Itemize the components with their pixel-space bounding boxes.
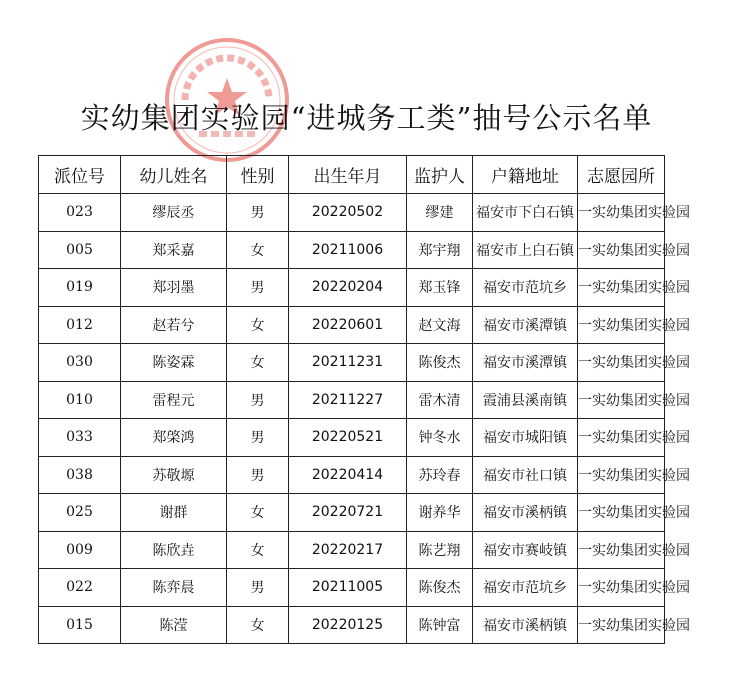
cell-household-address: 福安市赛岐镇 [473,531,578,569]
cell-lottery-number: 023 [39,194,121,232]
cell-gender: 男 [227,381,289,419]
cell-child-name: 陈滢 [121,606,227,644]
cell-child-name: 谢群 [121,494,227,532]
cell-household-address: 福安市溪潭镇 [473,344,578,382]
cell-household-address: 福安市上白石镇 [473,231,578,269]
cell-preferred-kindergarten: 一实幼集团实验园 [578,419,665,457]
cell-gender: 男 [227,419,289,457]
header-child-name: 幼儿姓名 [121,156,227,194]
cell-guardian: 缪建 [407,194,473,232]
cell-household-address: 福安市社口镇 [473,456,578,494]
cell-lottery-number: 005 [39,231,121,269]
cell-child-name: 赵若兮 [121,306,227,344]
cell-child-name: 郑采嘉 [121,231,227,269]
cell-lottery-number: 010 [39,381,121,419]
table-row [39,569,665,607]
cell-preferred-kindergarten: 一实幼集团实验园 [578,531,665,569]
table-row [39,381,665,419]
cell-lottery-number: 038 [39,456,121,494]
cell-household-address: 福安市溪柄镇 [473,606,578,644]
table-row [39,494,665,532]
cell-child-name: 陈弈晨 [121,569,227,607]
cell-lottery-number: 022 [39,569,121,607]
cell-guardian: 陈艺翔 [407,531,473,569]
cell-preferred-kindergarten: 一实幼集团实验园 [578,381,665,419]
table-row [39,231,665,269]
cell-guardian: 钟冬水 [407,419,473,457]
cell-birth-date: 20220502 [289,194,407,232]
cell-guardian: 苏玲春 [407,456,473,494]
table-row [39,194,665,232]
cell-gender: 男 [227,456,289,494]
table-row [39,419,665,457]
table-row [39,456,665,494]
cell-household-address: 福安市范坑乡 [473,569,578,607]
header-birth-date: 出生年月 [289,156,407,194]
cell-lottery-number: 012 [39,306,121,344]
cell-child-name: 苏敬塬 [121,456,227,494]
header-gender: 性别 [227,156,289,194]
cell-lottery-number: 019 [39,269,121,307]
cell-birth-date: 20220521 [289,419,407,457]
table-row [39,306,665,344]
cell-child-name: 雷程元 [121,381,227,419]
cell-guardian: 赵文海 [407,306,473,344]
cell-lottery-number: 030 [39,344,121,382]
cell-household-address: 福安市范坑乡 [473,269,578,307]
cell-lottery-number: 033 [39,419,121,457]
cell-guardian: 雷木清 [407,381,473,419]
cell-birth-date: 20220601 [289,306,407,344]
cell-preferred-kindergarten: 一实幼集团实验园 [578,306,665,344]
cell-birth-date: 20211005 [289,569,407,607]
table-header-row [39,156,665,194]
cell-gender: 男 [227,569,289,607]
cell-household-address: 福安市下白石镇 [473,194,578,232]
cell-guardian: 谢养华 [407,494,473,532]
cell-household-address: 霞浦县溪南镇 [473,381,578,419]
cell-guardian: 郑玉锋 [407,269,473,307]
cell-child-name: 郑棨鸿 [121,419,227,457]
cell-guardian: 陈钟富 [407,606,473,644]
cell-gender: 女 [227,531,289,569]
cell-lottery-number: 025 [39,494,121,532]
header-guardian: 监护人 [407,156,473,194]
cell-preferred-kindergarten: 一实幼集团实验园 [578,194,665,232]
cell-birth-date: 20211227 [289,381,407,419]
cell-birth-date: 20220414 [289,456,407,494]
cell-household-address: 福安市溪柄镇 [473,494,578,532]
table-row [39,269,665,307]
cell-household-address: 福安市城阳镇 [473,419,578,457]
header-lottery-number: 派位号 [39,156,121,194]
cell-birth-date: 20220125 [289,606,407,644]
cell-guardian: 郑宇翔 [407,231,473,269]
header-household-address: 户籍地址 [473,156,578,194]
cell-gender: 女 [227,606,289,644]
cell-gender: 男 [227,194,289,232]
cell-preferred-kindergarten: 一实幼集团实验园 [578,456,665,494]
cell-gender: 男 [227,269,289,307]
cell-guardian: 陈俊杰 [407,569,473,607]
cell-preferred-kindergarten: 一实幼集团实验园 [578,231,665,269]
cell-preferred-kindergarten: 一实幼集团实验园 [578,494,665,532]
cell-child-name: 缪辰丞 [121,194,227,232]
cell-gender: 女 [227,306,289,344]
header-preferred-kindergarten: 志愿园所 [578,156,665,194]
table-row [39,344,665,382]
table-row [39,531,665,569]
cell-birth-date: 20220721 [289,494,407,532]
cell-birth-date: 20220204 [289,269,407,307]
page-title: 实幼集团实验园“进城务工类”抽号公示名单 [80,101,653,135]
cell-child-name: 陈姿霖 [121,344,227,382]
cell-birth-date: 20211006 [289,231,407,269]
cell-household-address: 福安市溪潭镇 [473,306,578,344]
cell-birth-date: 20220217 [289,531,407,569]
cell-preferred-kindergarten: 一实幼集团实验园 [578,606,665,644]
cell-child-name: 郑羽墨 [121,269,227,307]
cell-guardian: 陈俊杰 [407,344,473,382]
cell-birth-date: 20211231 [289,344,407,382]
cell-preferred-kindergarten: 一实幼集团实验园 [578,569,665,607]
cell-gender: 女 [227,344,289,382]
cell-gender: 女 [227,494,289,532]
cell-lottery-number: 015 [39,606,121,644]
cell-child-name: 陈欣垚 [121,531,227,569]
cell-gender: 女 [227,231,289,269]
cell-lottery-number: 009 [39,531,121,569]
table-row [39,606,665,644]
cell-preferred-kindergarten: 一实幼集团实验园 [578,344,665,382]
roster-table [38,155,690,644]
cell-preferred-kindergarten: 一实幼集团实验园 [578,269,665,307]
